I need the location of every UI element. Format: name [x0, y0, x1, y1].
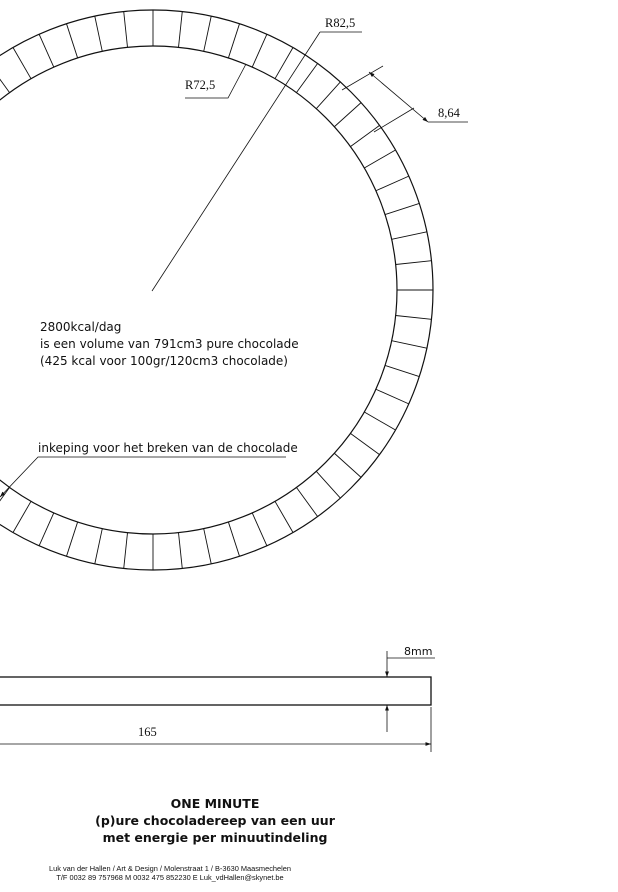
segment-width-extension-1	[342, 66, 383, 90]
ring-segment-divider	[364, 412, 395, 430]
ring-segment-divider	[39, 34, 54, 67]
ring-segment-divider	[66, 24, 77, 58]
ring-segment-divider	[13, 48, 31, 79]
ring-segment-divider	[392, 232, 427, 239]
ring-segment-divider	[376, 176, 409, 191]
ring-segment-divider	[396, 261, 432, 265]
ring-segment-divider	[228, 522, 239, 556]
radius-leaders	[152, 32, 362, 291]
segment-width-extension-2	[374, 108, 414, 132]
inner-radius-label: R72,5	[185, 78, 216, 92]
ring-segment-divider	[204, 16, 211, 51]
side-view-bar	[0, 677, 431, 705]
segment-width-label: 8,64	[438, 106, 460, 120]
ring-segment-divider	[0, 63, 10, 92]
energy-note-line-3: (425 kcal voor 100gr/120cm3 chocolade)	[40, 354, 288, 368]
ring-segment-divider	[316, 471, 340, 498]
ring-segment-divider	[385, 203, 419, 214]
ring-segment-divider	[95, 16, 102, 51]
ring-segment-divider	[179, 12, 183, 48]
ring-segment-lines	[0, 10, 433, 570]
thickness-label: 8mm	[404, 645, 433, 658]
ring-segment-divider	[66, 522, 77, 556]
segment-width-dimension	[342, 66, 468, 132]
energy-note-line-2: is een volume van 791cm3 pure chocolade	[40, 337, 299, 351]
ring-segment-divider	[334, 103, 361, 127]
energy-note-line-1: 2800kcal/dag	[40, 320, 122, 334]
ring-segment-divider	[350, 125, 379, 146]
ring-segment-divider	[39, 513, 54, 546]
ring-segment-divider	[95, 529, 102, 564]
notch-note: inkeping voor het breken van de chocolade	[38, 441, 298, 455]
credits-address: Luk van der Hallen / Art & Design / Molenstraat 1 / B-3630 Maasmechelen	[49, 864, 291, 873]
ring-segment-divider	[252, 34, 267, 67]
ring-segment-divider	[296, 487, 317, 516]
credits-contact: T/F 0032 89 757968 M 0032 475 852230 E Luk_vdHallen@skynet.be	[56, 873, 284, 882]
ring-segment-divider	[204, 529, 211, 564]
chocolate-ring-top-view	[0, 10, 433, 570]
outer-radius-leader	[152, 32, 320, 291]
ring-segment-divider	[179, 533, 183, 569]
ring-inner-edge	[0, 46, 397, 534]
outer-radius-label: R82,5	[325, 16, 356, 30]
ring-segment-divider	[124, 533, 128, 569]
ring-segment-divider	[275, 48, 293, 79]
ring-segment-divider	[376, 389, 409, 404]
ring-segment-divider	[13, 501, 31, 532]
ring-segment-divider	[350, 433, 379, 454]
length-label: 165	[138, 725, 157, 739]
ring-segment-divider	[124, 12, 128, 48]
segment-width-dim-line	[369, 72, 428, 122]
ring-segment-divider	[316, 82, 340, 109]
credits-block	[0, 864, 340, 882]
title-subtitle-2: met energie per minuutindeling	[102, 830, 328, 845]
ring-segment-divider	[385, 365, 419, 376]
length-dimension	[0, 707, 431, 752]
title-main: ONE MINUTE	[170, 796, 260, 811]
title-block	[0, 795, 430, 846]
ring-segment-divider	[296, 63, 317, 92]
ring-segment-divider	[252, 513, 267, 546]
ring-segment-divider	[364, 150, 395, 168]
ring-segment-divider	[228, 24, 239, 58]
ring-segment-divider	[334, 453, 361, 477]
notch-leader	[0, 457, 286, 497]
ring-segment-divider	[396, 316, 432, 320]
ring-segment-divider	[392, 341, 427, 348]
ring-outer-edge	[0, 10, 433, 570]
ring-segment-divider	[275, 501, 293, 532]
title-subtitle-1: (p)ure chocoladereep van een uur	[95, 813, 335, 828]
thickness-dimension	[387, 651, 435, 732]
